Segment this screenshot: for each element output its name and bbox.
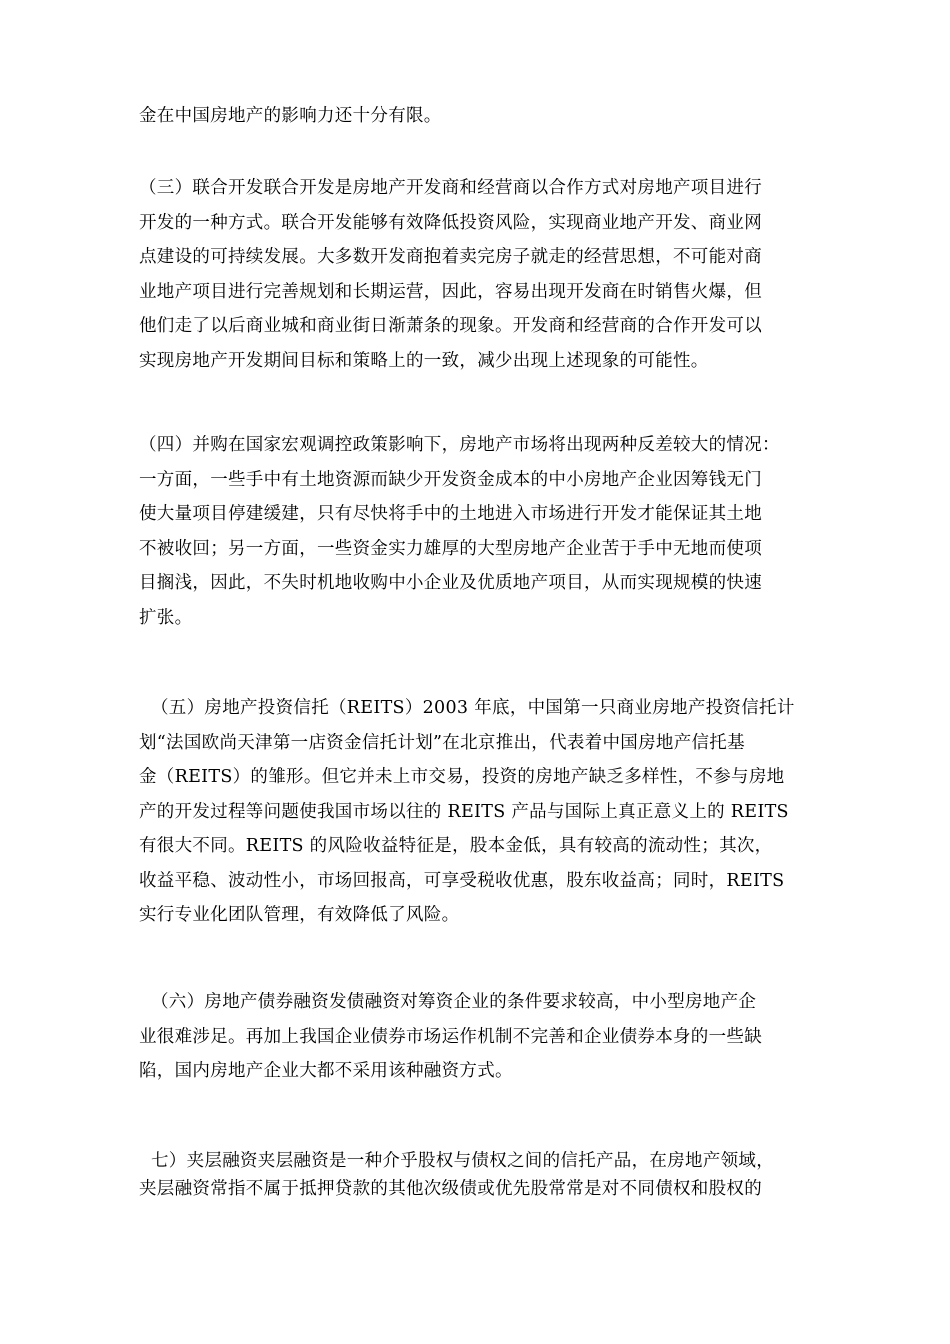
- text-line: 夹层融资常指不属于抵押贷款的其他次级债或优先股常常是对不同债权和股权的: [139, 1179, 762, 1199]
- text-line: （五）房地产投资信托（REITS）2003 年底，中国第一只商业房地产投资信托计: [151, 698, 795, 718]
- text-line: 有很大不同。REITS 的风险收益特征是，股本金低，具有较高的流动性；其次，: [139, 836, 773, 856]
- paragraph-section-4-mergers: [139, 428, 819, 635]
- text-line: 实现房地产开发期间目标和策略上的一致，减少出现上述现象的可能性。: [139, 350, 709, 371]
- text-line: 他们走了以后商业城和商业街日渐萧条的现象。开发商和经营商的合作开发可以: [139, 316, 762, 336]
- text-line: 七）夹层融资夹层融资是一种介乎股权与债权之间的信托产品，在房地产领域，: [151, 1151, 774, 1171]
- text-line: （六）房地产债券融资发债融资对筹资企业的条件要求较高，中小型房地产企: [151, 992, 757, 1012]
- text-line: 产的开发过程等问题使我国市场以往的 REITS 产品与国际上真正意义上的 REITS: [139, 801, 789, 822]
- text-line: 点建设的可持续发展。大多数开发商抱着卖完房子就走的经营思想，不可能对商: [139, 247, 762, 267]
- text-line: 使大量项目停建缓建，只有尽快将手中的土地进入市场进行开发才能保证其土地: [139, 504, 762, 524]
- text-line: （四）并购在国家宏观调控政策影响下，房地产市场将出现两种反差较大的情况：: [139, 435, 780, 455]
- text-line: 实行专业化团队管理，有效降低了风险。: [139, 905, 460, 925]
- text-line: （三）联合开发联合开发是房地产开发商和经营商以合作方式对房地产项目进行: [139, 178, 762, 198]
- text-line: 金（REITS）的雏形。但它并未上市交易，投资的房地产缺乏多样性，不参与房地: [139, 767, 785, 787]
- text-line: 金在中国房地产的影响力还十分有限。: [139, 106, 442, 126]
- text-line: 业很难涉足。再加上我国企业债券市场运作机制不完善和企业债券本身的一些缺: [139, 1026, 762, 1047]
- paragraph-section-3-joint-development: [139, 171, 819, 378]
- text-line: 开发的一种方式。联合开发能够有效降低投资风险，实现商业地产开发、商业网: [139, 212, 762, 233]
- text-line: 扩张。: [139, 607, 193, 628]
- text-line: 业地产项目进行完善规划和长期运营，因此，容易出现开发商在时销售火爆，但: [139, 281, 762, 302]
- paragraph-section-7-mezzanine: [139, 1147, 819, 1203]
- paragraph-section-5-reits: [139, 691, 819, 933]
- text-line: 收益平稳、波动性小，市场回报高，可享受税收优惠，股东收益高；同时，REITS: [139, 870, 785, 891]
- paragraph-section-6-bonds: [139, 985, 819, 1089]
- text-line: 一方面，一些手中有土地资源而缺少开发资金成本的中小房地产企业因筹钱无门: [139, 469, 762, 490]
- text-line: 目搁浅，因此，不失时机地收购中小企业及优质地产项目，从而实现规模的快速: [139, 573, 762, 593]
- text-line: 陷，国内房地产企业大都不采用该种融资方式。: [139, 1061, 513, 1081]
- text-line: 不被收回；另一方面，一些资金实力雄厚的大型房地产企业苦于手中无地而使项: [139, 538, 762, 559]
- paragraph-continuation: [139, 99, 819, 134]
- text-line: 划“法国欧尚天津第一店资金信托计划”在北京推出，代表着中国房地产信托基: [139, 732, 745, 753]
